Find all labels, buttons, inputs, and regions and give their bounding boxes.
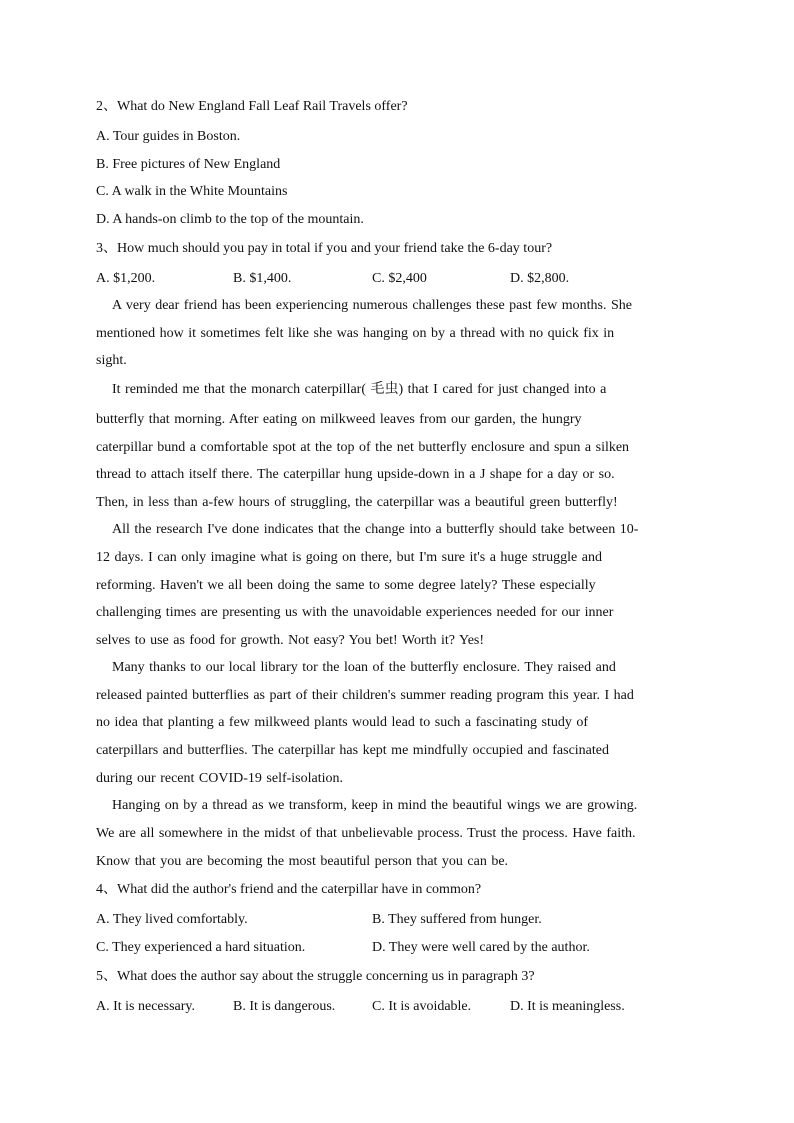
question-5: 5、What does the author say about the struggle concerning us in paragraph 3? xyxy=(96,969,535,984)
passage-p3-line-5: selves to use as food for growth. Not easy? You bet! Worth it? Yes! xyxy=(96,633,485,648)
passage-p1-line-2: mentioned how it sometimes felt like she was hanging on by a thread with no quick fix in xyxy=(96,326,615,341)
q3-option-d: D. $2,800. xyxy=(510,271,570,286)
q5-option-d: D. It is meaningless. xyxy=(510,999,625,1014)
passage-p1-line-3: sight. xyxy=(96,353,127,368)
passage-p3-line-2: 12 days. I can only imagine what is going on there, but I'm sure it's a huge struggle and xyxy=(96,550,602,565)
q4-option-a: A. They lived comfortably. xyxy=(96,912,248,927)
q3-option-b: B. $1,400. xyxy=(233,271,292,286)
q5-option-a: A. It is necessary. xyxy=(96,999,196,1014)
passage-p1-line-1: A very dear friend has been experiencing numerous challenges these past few months. She xyxy=(112,298,632,313)
passage-p2-line-3: caterpillar bund a comfortable spot at the top of the net butterfly enclosure and spun a silken xyxy=(96,440,630,455)
question-2: 2、What do New England Fall Leaf Rail Travels offer? xyxy=(96,99,408,114)
passage-p4-line-4: caterpillars and butterflies. The caterpillar has kept me mindfully occupied and fascinated xyxy=(96,743,609,758)
q4-option-b: B. They suffered from hunger. xyxy=(372,912,542,927)
q2-option-a: A. Tour guides in Boston. xyxy=(96,129,241,144)
q5-option-b: B. It is dangerous. xyxy=(233,999,336,1014)
q4-option-c: C. They experienced a hard situation. xyxy=(96,940,306,955)
passage-p5-line-2: We are all somewhere in the midst of that unbelievable process. Trust the process. Have faith. xyxy=(96,826,636,841)
q2-option-b: B. Free pictures of New England xyxy=(96,157,281,172)
q3-option-a: A. $1,200. xyxy=(96,271,156,286)
q4-option-d: D. They were well cared by the author. xyxy=(372,940,590,955)
passage-p4-line-2: released painted butterflies as part of their children's summer reading program this year. I had xyxy=(96,688,634,703)
passage-p2-line-5: Then, in less than a-few hours of struggling, the caterpillar was a beautiful green butterfly! xyxy=(96,495,618,510)
passage-p2-line-4: thread to attach itself there. The caterpillar hung upside-down in a J shape for a day or so. xyxy=(96,467,615,482)
passage-p4-line-1: Many thanks to our local library tor the loan of the butterfly enclosure. They raised and xyxy=(112,660,616,675)
passage-p4-line-5: during our recent COVID-19 self-isolation. xyxy=(96,771,343,786)
passage-p3-line-4: challenging times are presenting us with the unavoidable experiences needed for our inner xyxy=(96,605,614,620)
passage-p3-line-3: reforming. Haven't we all been doing the same to some degree lately? These especially xyxy=(96,578,596,593)
passage-p2-line-2: butterfly that morning. After eating on milkweed leaves from our garden, the hungry xyxy=(96,412,582,427)
question-4: 4、What did the author's friend and the caterpillar have in common? xyxy=(96,882,482,897)
q2-option-d: D. A hands-on climb to the top of the mountain. xyxy=(96,212,364,227)
passage-p3-line-1: All the research I've done indicates that the change into a butterfly should take between 10- xyxy=(112,522,639,537)
passage-p5-line-1: Hanging on by a thread as we transform, keep in mind the beautiful wings we are growing. xyxy=(112,798,638,813)
passage-p2-line-1: It reminded me that the monarch caterpillar( 毛虫) that I cared for just changed into a xyxy=(112,382,607,397)
q5-option-c: C. It is avoidable. xyxy=(372,999,472,1014)
question-3: 3、How much should you pay in total if you and your friend take the 6-day tour? xyxy=(96,241,553,256)
passage-p5-line-3: Know that you are becoming the most beautiful person that you can be. xyxy=(96,854,509,869)
q3-option-c: C. $2,400 xyxy=(372,271,427,286)
passage-p4-line-3: no idea that planting a few milkweed plants would lead to such a fascinating study of xyxy=(96,715,589,730)
q2-option-c: C. A walk in the White Mountains xyxy=(96,184,288,199)
